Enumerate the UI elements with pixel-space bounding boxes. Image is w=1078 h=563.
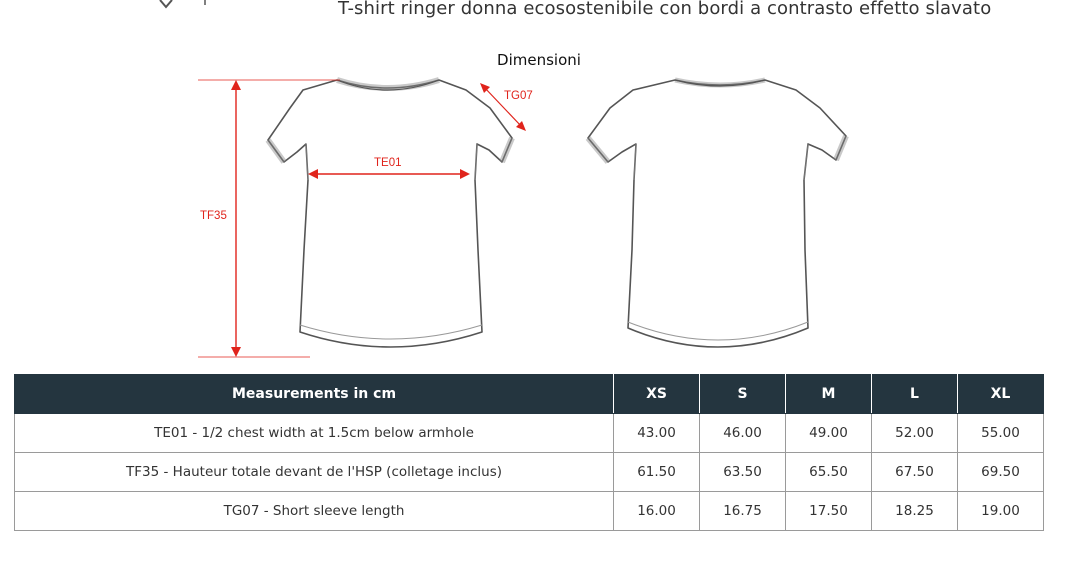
table-header-size: XS (614, 375, 700, 414)
table-cell: 67.50 (872, 453, 958, 492)
table-row (15, 492, 1044, 531)
product-title: T-shirt ringer donna ecosostenibile con bordi a contrasto effetto slavato (338, 0, 992, 19)
table-cell: 18.25 (872, 492, 958, 531)
table-cell: 46.00 (700, 414, 786, 453)
table-cell: 16.75 (700, 492, 786, 531)
row-label: TG07 - Short sleeve length (15, 492, 614, 531)
size-table (14, 374, 1044, 531)
table-cell: 55.00 (957, 414, 1043, 453)
measure-label-sleeve: TG07 (504, 90, 533, 102)
table-row (15, 414, 1044, 453)
table-header-size: XL (957, 375, 1043, 414)
table-cell: 17.50 (786, 492, 872, 531)
table-cell: 43.00 (614, 414, 700, 453)
table-header-size: S (700, 375, 786, 414)
tshirt-back-icon (588, 80, 846, 347)
table-cell: 61.50 (614, 453, 700, 492)
size-diagram (190, 70, 870, 370)
row-label: TF35 - Hauteur totale devant de l'HSP (colletage inclus) (15, 453, 614, 492)
table-cell: 65.50 (786, 453, 872, 492)
section-title: Dimensioni (497, 51, 581, 69)
table-row (15, 453, 1044, 492)
table-header-size: M (786, 375, 872, 414)
table-header-row (15, 375, 1044, 414)
tshirt-front-icon (268, 80, 512, 347)
row-label: TE01 - 1/2 chest width at 1.5cm below armhole (15, 414, 614, 453)
table-cell: 49.00 (786, 414, 872, 453)
table-cell: 19.00 (957, 492, 1043, 531)
table-cell: 16.00 (614, 492, 700, 531)
brand-logo-fragment (0, 0, 240, 16)
table-cell: 52.00 (872, 414, 958, 453)
table-header-measurements: Measurements in cm (15, 375, 614, 414)
measure-label-chest: TE01 (374, 157, 402, 169)
table-cell: 69.50 (957, 453, 1043, 492)
table-cell: 63.50 (700, 453, 786, 492)
table-header-size: L (872, 375, 958, 414)
measure-label-height: TF35 (200, 210, 227, 222)
